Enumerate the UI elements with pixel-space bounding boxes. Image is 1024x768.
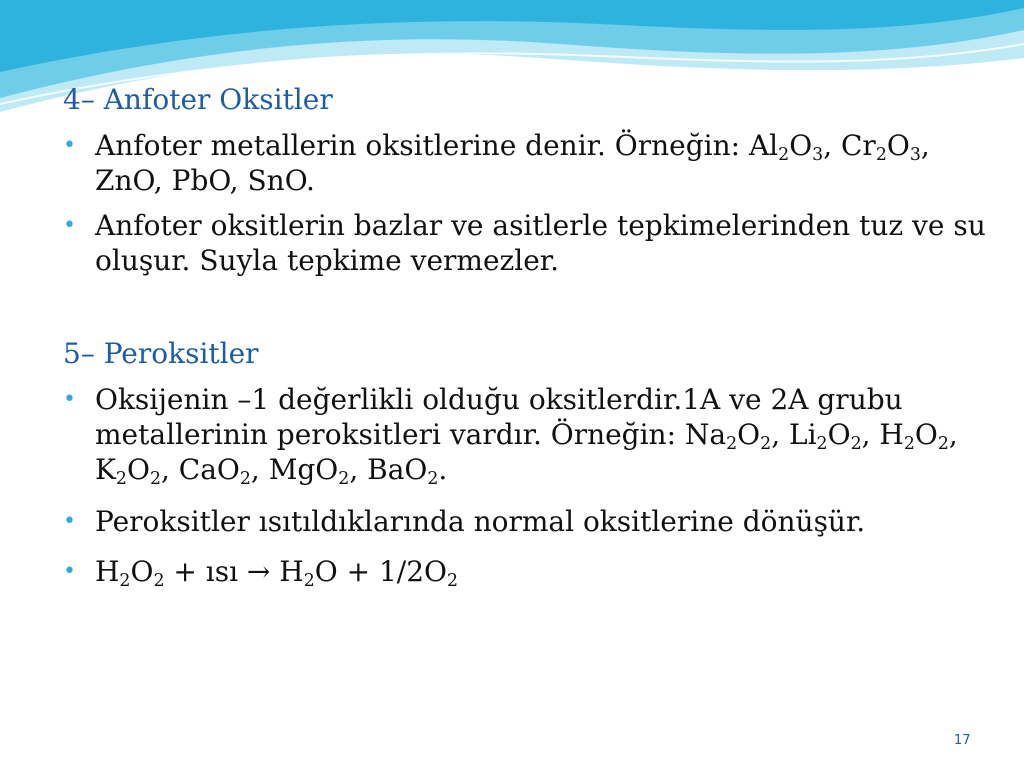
- bullet-dot: •: [63, 133, 76, 158]
- bullet-dot: •: [63, 509, 76, 534]
- bullet-text: Anfoter metallerin oksitlerine denir. Örneğin: $Al_2O_3$, $Cr_2O_3$, ZnO, PbO, SnO.: [95, 129, 930, 197]
- bullet-dot: •: [63, 387, 76, 412]
- section-heading-peroksit: 5– Peroksitler: [63, 337, 259, 370]
- bullet-text: Peroksitler ısıtıldıklarında normal oksitlerine dönüşür.: [95, 505, 866, 538]
- bullet-peroksit-definition: [63, 382, 988, 487]
- reaction-equation: $H_2O_2$ + ısı → $H_2O + 1/2O_2$: [95, 555, 459, 591]
- bullet-text: Anfoter oksitlerin bazlar ve asitlerle tepkimelerinden tuz ve su oluşur. Suyla tepkime vermezler.: [95, 209, 986, 277]
- bullet-reaction-equation: [63, 554, 988, 589]
- bullet-peroksit-heating: [63, 504, 988, 539]
- bullet-dot: •: [63, 559, 76, 584]
- bullet-text: Oksijenin –1 değerlikli olduğu oksitlerdir.1A ve 2A grubu metallerinin peroksitleri vardır. Örneğin: $Na_2O_2$, $Li_2O_2$, $H_2O_2$, $K_2O_2$, CaO$_2$, MgO$_2$, BaO$_2$.: [95, 383, 958, 489]
- page-number: 17: [954, 733, 971, 748]
- bullet-anfoter-reactions: [63, 208, 988, 278]
- bullet-dot: •: [63, 213, 76, 238]
- bullet-anfoter-definition: [63, 128, 988, 198]
- section-heading-anfoter: 4– Anfoter Oksitler: [63, 83, 333, 116]
